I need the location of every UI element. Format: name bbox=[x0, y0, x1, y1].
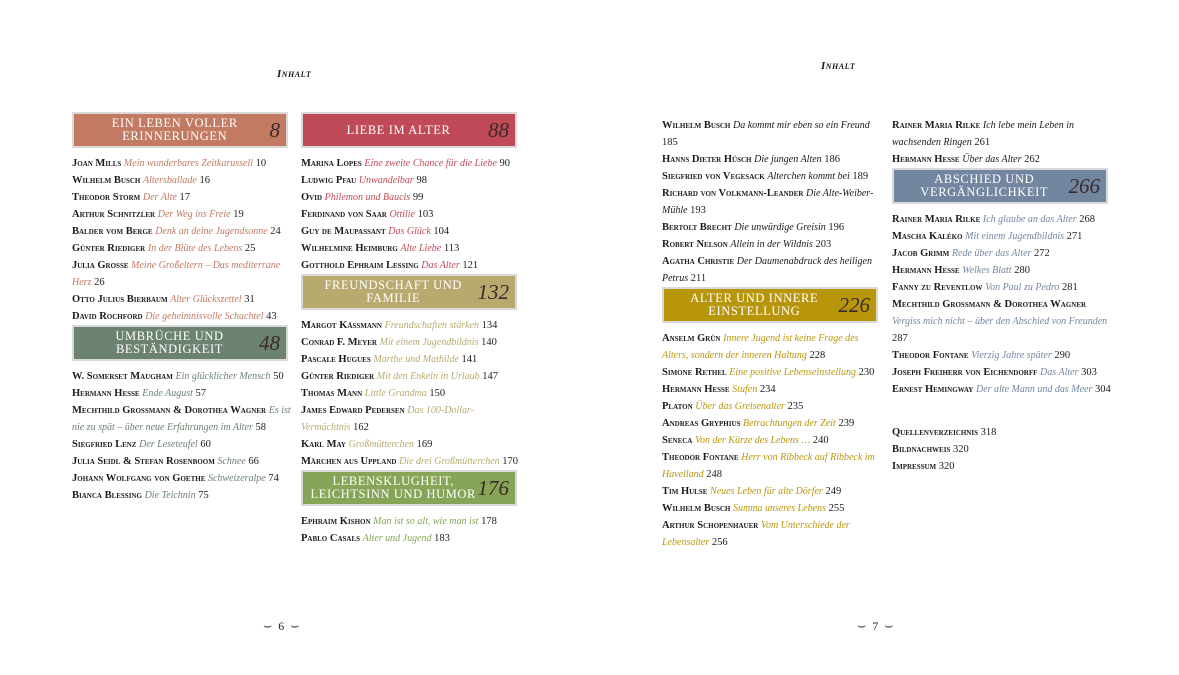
entry-page-number: 150 bbox=[429, 388, 446, 399]
section-title: LEBENSKLUGHEIT, LEICHTSINN UND HUMOR bbox=[310, 474, 476, 501]
entry-page-number: 228 bbox=[809, 350, 826, 361]
entry-title: Freundschaften stärken bbox=[384, 320, 479, 331]
entry-page-number: 234 bbox=[759, 384, 776, 395]
section-title: FREUNDSCHAFT UND FAMILIE bbox=[324, 278, 463, 305]
right-page bbox=[590, 0, 1179, 675]
entry-title: Das 100-Dollar-Vermächtnis bbox=[301, 405, 475, 433]
toc-entry[interactable] bbox=[301, 206, 523, 223]
entry-author: Theodor Fontane bbox=[892, 350, 969, 361]
toc-entry[interactable] bbox=[72, 206, 294, 223]
entry-page-number: 31 bbox=[244, 294, 255, 305]
toc-entry[interactable] bbox=[892, 245, 1114, 262]
toc-entry[interactable] bbox=[662, 151, 884, 168]
entry-title: Ende August bbox=[142, 388, 193, 399]
toc-entry[interactable] bbox=[72, 308, 294, 325]
toc-entry[interactable] bbox=[892, 441, 1114, 458]
toc-entry[interactable] bbox=[662, 236, 884, 253]
entry-page-number: 66 bbox=[248, 456, 259, 467]
toc-entry[interactable] bbox=[301, 334, 523, 351]
entry-page-number: 147 bbox=[482, 371, 498, 382]
toc-entry[interactable] bbox=[892, 296, 1114, 347]
entry-title: Ottilie bbox=[389, 209, 415, 220]
page-footer bbox=[857, 618, 893, 634]
entry-page-number: 240 bbox=[812, 435, 829, 446]
toc-entry[interactable] bbox=[301, 385, 523, 402]
entry-title: Meine Großeltern – Das mediterrane Herz bbox=[72, 260, 281, 288]
entry-page-number: 271 bbox=[1066, 231, 1083, 242]
entry-title: Marthe und Mathilde bbox=[373, 354, 459, 365]
entry-author: James Edward Pedersen bbox=[301, 405, 405, 416]
toc-entry[interactable] bbox=[892, 151, 1114, 168]
entry-title: Summa unseres Lebens bbox=[732, 503, 826, 514]
toc-entry[interactable] bbox=[301, 317, 523, 334]
entry-title: Ich glaube an das Alter bbox=[982, 214, 1077, 225]
entry-page-number: 239 bbox=[838, 418, 855, 429]
entry-page-number: 235 bbox=[787, 401, 804, 412]
entry-author: Otto Julius Bierbaum bbox=[72, 294, 168, 305]
entry-author: David Rochford bbox=[72, 311, 143, 322]
entry-author: Joan Mills bbox=[72, 158, 122, 169]
entry-author: Bertolt Brecht bbox=[662, 222, 732, 233]
entry-author: Julia Seidl & Stefan Rosenboom bbox=[72, 456, 215, 467]
entry-page-number: 25 bbox=[244, 243, 256, 254]
entry-title: Das Alter bbox=[1040, 367, 1079, 378]
entry-page-number: 58 bbox=[255, 422, 267, 433]
section-page-number: 48 bbox=[259, 330, 280, 355]
entry-page-number: 169 bbox=[416, 439, 433, 450]
entry-title: Little Grandma bbox=[364, 388, 427, 399]
entry-author: Quellenverzeichnis bbox=[892, 427, 978, 438]
entry-page-number: 141 bbox=[461, 354, 478, 365]
entry-author: Impressum bbox=[892, 461, 937, 472]
toc-entry[interactable] bbox=[301, 513, 523, 530]
section-page-number: 176 bbox=[477, 475, 509, 500]
entry-title: Rede über das Alter bbox=[951, 248, 1032, 259]
entry-author: Wilhelm Busch bbox=[662, 120, 731, 131]
toc-entry[interactable] bbox=[301, 351, 523, 368]
entry-page-number: 24 bbox=[270, 226, 281, 237]
entry-page-number: 26 bbox=[94, 277, 105, 288]
entry-author: Wilhelm Busch bbox=[72, 175, 141, 186]
entry-page-number: 256 bbox=[711, 537, 728, 548]
entry-page-number: 10 bbox=[255, 158, 267, 169]
entry-page-number: 75 bbox=[198, 490, 209, 501]
entry-title: Stufen bbox=[732, 384, 758, 395]
page-footer bbox=[263, 618, 299, 634]
entry-page-number: 74 bbox=[268, 473, 279, 484]
entry-title: Von der Kürze des Lebens … bbox=[694, 435, 811, 446]
entry-author: Hermann Hesse bbox=[662, 384, 730, 395]
entry-author: Agatha Christie bbox=[662, 256, 735, 267]
entry-page-number: 162 bbox=[353, 422, 369, 433]
entry-page-number: 261 bbox=[974, 137, 991, 148]
toc-entry[interactable] bbox=[72, 436, 294, 453]
entry-page-number: 262 bbox=[1024, 154, 1040, 165]
entry-author: Hanns Dieter Hüsch bbox=[662, 154, 752, 165]
section-page-number: 88 bbox=[488, 117, 509, 142]
entry-title: Der Weg ins Freie bbox=[157, 209, 231, 220]
entry-author: Conrad F. Meyer bbox=[301, 337, 377, 348]
toc-entry[interactable] bbox=[662, 381, 884, 398]
entry-author: Ernest Hemingway bbox=[892, 384, 974, 395]
entry-author: Pablo Casals bbox=[301, 533, 361, 544]
entry-title: Es ist nie zu spät – über neue Erfahrungen im Alter bbox=[72, 405, 291, 433]
entry-page-number: 196 bbox=[828, 222, 845, 233]
section-page-number: 132 bbox=[477, 279, 509, 304]
entry-page-number: 183 bbox=[434, 533, 450, 544]
toc-entry[interactable] bbox=[892, 262, 1114, 279]
entry-author: Fanny zu Reventlow bbox=[892, 282, 983, 293]
toc-entry[interactable] bbox=[662, 517, 884, 551]
entry-title: Alte Liebe bbox=[400, 243, 442, 254]
entry-title: Die Alte-Weiber-Mühle bbox=[662, 188, 874, 216]
entry-title: Betrachtungen der Zeit bbox=[743, 418, 836, 429]
ornament-left-icon: ⌣ bbox=[263, 618, 273, 634]
toc-entry[interactable] bbox=[301, 172, 523, 189]
entry-title: Vergiss mich nicht – über den Abschied von Freunden bbox=[892, 316, 1108, 327]
entry-page-number: 320 bbox=[938, 461, 955, 472]
entry-author: Bildnachweis bbox=[892, 444, 951, 455]
toc-entry[interactable] bbox=[301, 240, 523, 257]
entry-author: Richard von Volkmann-Leander bbox=[662, 188, 804, 199]
entry-author: Wilhelm Busch bbox=[662, 503, 731, 514]
section-title: UMBRÜCHE UND BESTÄNDIGKEIT bbox=[115, 329, 224, 356]
entry-title: Vierzig Jahre später bbox=[971, 350, 1052, 361]
entry-title: Da kommt mir eben so ein Freund bbox=[732, 120, 870, 131]
toc-entry[interactable] bbox=[72, 487, 294, 504]
spacer bbox=[892, 398, 1114, 424]
entry-author: Rainer Maria Rilke bbox=[892, 120, 981, 131]
entry-page-number: 186 bbox=[824, 154, 841, 165]
entry-title: Schweizeralpe bbox=[207, 473, 266, 484]
toc-entry[interactable] bbox=[662, 168, 884, 185]
toc-entry[interactable] bbox=[72, 172, 294, 189]
entry-page-number: 17 bbox=[179, 192, 190, 203]
section-page-number: 226 bbox=[838, 292, 870, 317]
entry-author: Ovid bbox=[301, 192, 323, 203]
entry-author: Hermann Hesse bbox=[72, 388, 140, 399]
entry-page-number: 248 bbox=[706, 469, 723, 480]
entry-page-number: 318 bbox=[980, 427, 997, 438]
entry-title: Alter Glückszettel bbox=[170, 294, 242, 305]
entry-author: Siegfried von Vegesack bbox=[662, 171, 765, 182]
entry-page-number: 19 bbox=[233, 209, 244, 220]
toc-column-2 bbox=[301, 112, 523, 547]
toc-entry[interactable] bbox=[72, 189, 294, 206]
entry-page-number: 193 bbox=[690, 205, 706, 216]
entry-author: Hermann Hesse bbox=[892, 265, 960, 276]
entry-author: Theodor Storm bbox=[72, 192, 141, 203]
toc-entry[interactable] bbox=[72, 291, 294, 308]
entry-title: Neues Leben für alte Dörfer bbox=[710, 486, 823, 497]
toc-entry[interactable] bbox=[72, 470, 294, 487]
entry-title: Vom Unterschiede der Lebensalter bbox=[662, 520, 850, 548]
page-header: Inhalt bbox=[277, 68, 312, 80]
entry-title: Allein in der Wildnis bbox=[730, 239, 813, 250]
toc-entry[interactable] bbox=[892, 458, 1114, 475]
entry-author: Hermann Hesse bbox=[892, 154, 960, 165]
toc-entry[interactable] bbox=[892, 211, 1114, 228]
ornament-left-icon: ⌣ bbox=[857, 618, 867, 634]
toc-entry[interactable] bbox=[72, 155, 294, 172]
entry-title: Unwandelbar bbox=[358, 175, 414, 186]
entry-page-number: 99 bbox=[412, 192, 424, 203]
entry-author: Marina Lopes bbox=[301, 158, 362, 169]
entry-author: Thomas Mann bbox=[301, 388, 363, 399]
entry-title: In der Blüte des Lebens bbox=[147, 243, 243, 254]
page-number: 7 bbox=[872, 618, 879, 633]
entry-author: Günter Riediger bbox=[72, 243, 146, 254]
toc-entry[interactable] bbox=[662, 364, 884, 381]
entry-title: Denk an deine Jugendsonne bbox=[155, 226, 268, 237]
entry-page-number: 50 bbox=[273, 371, 284, 382]
entry-author: Balder vom Berge bbox=[72, 226, 153, 237]
entry-author: Ferdinand von Saar bbox=[301, 209, 387, 220]
toc-entry[interactable] bbox=[301, 189, 523, 206]
entry-author: Gotthold Ephraim Lessing bbox=[301, 260, 419, 271]
entry-title: Über das Alter bbox=[962, 154, 1022, 165]
entry-page-number: 43 bbox=[266, 311, 277, 322]
entry-author: Joseph Freiherr von Eichendorff bbox=[892, 367, 1038, 378]
entry-title: Philemon und Baucis bbox=[324, 192, 411, 203]
entry-title: Mit einem Jugendbildnis bbox=[965, 231, 1064, 242]
toc-entry[interactable] bbox=[892, 117, 1114, 151]
toc-entry[interactable] bbox=[662, 449, 884, 483]
toc-entry[interactable] bbox=[301, 530, 523, 547]
entry-author: Bianca Blessing bbox=[72, 490, 142, 501]
entry-page-number: 140 bbox=[481, 337, 497, 348]
entry-title: Das Alter bbox=[421, 260, 460, 271]
entry-title: Altersballade bbox=[142, 175, 197, 186]
entry-author: Märchen aus Uppland bbox=[301, 456, 397, 467]
entry-author: Margot Kässmann bbox=[301, 320, 382, 331]
toc-entry[interactable] bbox=[662, 185, 884, 219]
toc-entry[interactable] bbox=[72, 453, 294, 470]
toc-entry[interactable] bbox=[892, 228, 1114, 245]
entry-author: Pascale Hugues bbox=[301, 354, 371, 365]
ornament-right-icon: ⌣ bbox=[884, 618, 894, 634]
entry-title: Innere Jugend ist keine Frage des Alters, sondern der inneren Haltung bbox=[662, 333, 859, 361]
section-title: ABSCHIED UND VERGÄNGLICHKEIT bbox=[920, 172, 1049, 199]
toc-entry[interactable] bbox=[301, 257, 523, 274]
toc-entry[interactable] bbox=[662, 432, 884, 449]
section-title: LIEBE IM ALTER bbox=[346, 122, 451, 137]
section-header bbox=[72, 325, 288, 361]
entry-page-number: 304 bbox=[1094, 384, 1111, 395]
ornament-right-icon: ⌣ bbox=[290, 618, 300, 634]
page-header: Inhalt bbox=[821, 60, 856, 72]
entry-page-number: 320 bbox=[952, 444, 969, 455]
entry-title: Von Paul zu Pedro bbox=[985, 282, 1060, 293]
toc-entry[interactable] bbox=[892, 279, 1114, 296]
section-header bbox=[301, 112, 517, 148]
toc-entry[interactable] bbox=[662, 415, 884, 432]
entry-author: Rainer Maria Rilke bbox=[892, 214, 981, 225]
entry-title: Herr von Ribbeck auf Ribbeck im Havelland bbox=[662, 452, 875, 480]
entry-title: Man ist so alt, wie man ist bbox=[373, 516, 479, 527]
entry-title: Über das Greisenalter bbox=[695, 401, 785, 412]
entry-page-number: 121 bbox=[462, 260, 479, 271]
entry-page-number: 185 bbox=[662, 137, 678, 148]
entry-title: Die unwürdige Greisin bbox=[734, 222, 826, 233]
toc-entry[interactable] bbox=[892, 364, 1114, 381]
entry-title: Mit den Enkeln in Urlaub bbox=[376, 371, 480, 382]
entry-page-number: 281 bbox=[1062, 282, 1078, 293]
toc-entry[interactable] bbox=[662, 483, 884, 500]
entry-author: Karl May bbox=[301, 439, 346, 450]
toc-entry[interactable] bbox=[662, 330, 884, 364]
entry-page-number: 178 bbox=[481, 516, 497, 527]
entry-author: Theodor Fontane bbox=[662, 452, 739, 463]
toc-entry[interactable] bbox=[301, 436, 523, 453]
entry-title: Welkes Blatt bbox=[962, 265, 1012, 276]
entry-title: Die Teichnin bbox=[144, 490, 196, 501]
toc-entry[interactable] bbox=[72, 257, 294, 291]
entry-author: Siegfried Lenz bbox=[72, 439, 137, 450]
toc-entry[interactable] bbox=[72, 402, 294, 436]
entry-title: Mein wunderbares Zeitkarussell bbox=[123, 158, 253, 169]
toc-column-1 bbox=[662, 117, 884, 551]
section-header bbox=[72, 112, 288, 148]
entry-page-number: 60 bbox=[200, 439, 211, 450]
entry-title: Der Leseteufel bbox=[139, 439, 198, 450]
entry-page-number: 290 bbox=[1054, 350, 1071, 361]
entry-page-number: 57 bbox=[195, 388, 206, 399]
entry-page-number: 113 bbox=[443, 243, 460, 254]
toc-entry[interactable] bbox=[72, 368, 294, 385]
toc-entry[interactable] bbox=[301, 368, 523, 385]
page-number: 6 bbox=[278, 618, 285, 633]
section-header bbox=[301, 470, 517, 506]
entry-author: Arthur Schopenhauer bbox=[662, 520, 759, 531]
entry-page-number: 104 bbox=[433, 226, 450, 237]
section-page-number: 266 bbox=[1068, 173, 1100, 198]
toc-entry[interactable] bbox=[301, 223, 523, 240]
entry-page-number: 303 bbox=[1081, 367, 1097, 378]
entry-author: W. Somerset Maugham bbox=[72, 371, 173, 382]
entry-author: Tim Hulse bbox=[662, 486, 708, 497]
toc-entry[interactable] bbox=[892, 424, 1114, 441]
entry-title: Alter und Jugend bbox=[362, 533, 432, 544]
toc-entry[interactable] bbox=[662, 219, 884, 236]
toc-entry[interactable] bbox=[662, 253, 884, 287]
entry-page-number: 211 bbox=[690, 273, 707, 284]
entry-author: Platon bbox=[662, 401, 693, 412]
entry-author: Seneca bbox=[662, 435, 693, 446]
entry-title: Ich lebe mein Leben in wachsenden Ringen bbox=[892, 120, 1074, 148]
toc-entry[interactable] bbox=[72, 240, 294, 257]
entry-title: Die jungen Alten bbox=[754, 154, 822, 165]
entry-author: Mechthild Grossmann & Dorothea Wagner bbox=[892, 299, 1087, 310]
entry-page-number: 90 bbox=[499, 158, 511, 169]
entry-author: Mascha Kaléko bbox=[892, 231, 963, 242]
entry-page-number: 287 bbox=[892, 333, 908, 344]
entry-author: Jacob Grimm bbox=[892, 248, 950, 259]
entry-title: Der Alte bbox=[142, 192, 177, 203]
entry-title: Der Daumenabdruck des heiligen Petrus bbox=[662, 256, 872, 284]
entry-author: Robert Nelson bbox=[662, 239, 728, 250]
entry-author: Arthur Schnitzler bbox=[72, 209, 156, 220]
entry-author: Simone Rethel bbox=[662, 367, 727, 378]
section-page-number: 8 bbox=[269, 117, 280, 142]
entry-title: Die geheimnisvolle Schachtel bbox=[145, 311, 264, 322]
entry-title: Eine positive Lebenseinstellung bbox=[729, 367, 856, 378]
section-header bbox=[301, 274, 517, 310]
entry-title: Ein glücklicher Mensch bbox=[175, 371, 271, 382]
toc-entry[interactable] bbox=[301, 155, 523, 172]
toc-column-1 bbox=[72, 112, 294, 504]
entry-page-number: 255 bbox=[828, 503, 845, 514]
entry-author: Anselm Grün bbox=[662, 333, 721, 344]
toc-entry[interactable] bbox=[662, 500, 884, 517]
toc-entry[interactable] bbox=[892, 381, 1114, 398]
toc-entry[interactable] bbox=[72, 223, 294, 240]
entry-title: Großmütterchen bbox=[348, 439, 414, 450]
entry-title: Schnee bbox=[217, 456, 246, 467]
toc-entry[interactable] bbox=[301, 402, 523, 436]
entry-title: Das Glück bbox=[388, 226, 431, 237]
section-header bbox=[662, 287, 878, 323]
toc-entry[interactable] bbox=[662, 398, 884, 415]
section-header bbox=[892, 168, 1108, 204]
entry-page-number: 134 bbox=[481, 320, 498, 331]
entry-page-number: 272 bbox=[1034, 248, 1050, 259]
section-title: EIN LEBEN VOLLER ERINNERUNGEN bbox=[111, 116, 238, 143]
entry-page-number: 280 bbox=[1014, 265, 1030, 276]
entry-author: Mechthild Großmann & Dorothea Wagner bbox=[72, 405, 267, 416]
entry-author: Guy de Maupassant bbox=[301, 226, 386, 237]
entry-author: Johann Wolfgang von Goethe bbox=[72, 473, 206, 484]
entry-page-number: 230 bbox=[858, 367, 875, 378]
entry-title: Alterchen kommt bei bbox=[767, 171, 850, 182]
entry-author: Andreas Gryphius bbox=[662, 418, 741, 429]
entry-page-number: 249 bbox=[825, 486, 842, 497]
entry-title: Eine zweite Chance für die Liebe bbox=[364, 158, 497, 169]
entry-page-number: 16 bbox=[199, 175, 210, 186]
entry-page-number: 98 bbox=[416, 175, 427, 186]
entry-title: Die drei Großmütterchen bbox=[399, 456, 500, 467]
toc-entry[interactable] bbox=[892, 347, 1114, 364]
entry-page-number: 203 bbox=[815, 239, 832, 250]
entry-author: Günter Riediger bbox=[301, 371, 375, 382]
entry-page-number: 268 bbox=[1079, 214, 1095, 225]
entry-author: Ludwig Pfau bbox=[301, 175, 357, 186]
entry-title: Mit einem Jugendbildnis bbox=[379, 337, 479, 348]
toc-entry[interactable] bbox=[301, 453, 523, 470]
toc-column-2 bbox=[892, 117, 1114, 475]
left-page bbox=[0, 0, 589, 675]
entry-author: Julia Grosse bbox=[72, 260, 129, 271]
section-title: ALTER UND INNERE EINSTELLUNG bbox=[690, 291, 819, 318]
entry-page-number: 170 bbox=[502, 456, 519, 467]
toc-entry[interactable] bbox=[662, 117, 884, 151]
entry-page-number: 103 bbox=[417, 209, 434, 220]
toc-entry[interactable] bbox=[72, 385, 294, 402]
entry-title: Der alte Mann und das Meer bbox=[975, 384, 1093, 395]
entry-page-number: 189 bbox=[852, 171, 869, 182]
entry-author: Ephraim Kishon bbox=[301, 516, 371, 527]
entry-author: Wilhelmine Heimburg bbox=[301, 243, 398, 254]
